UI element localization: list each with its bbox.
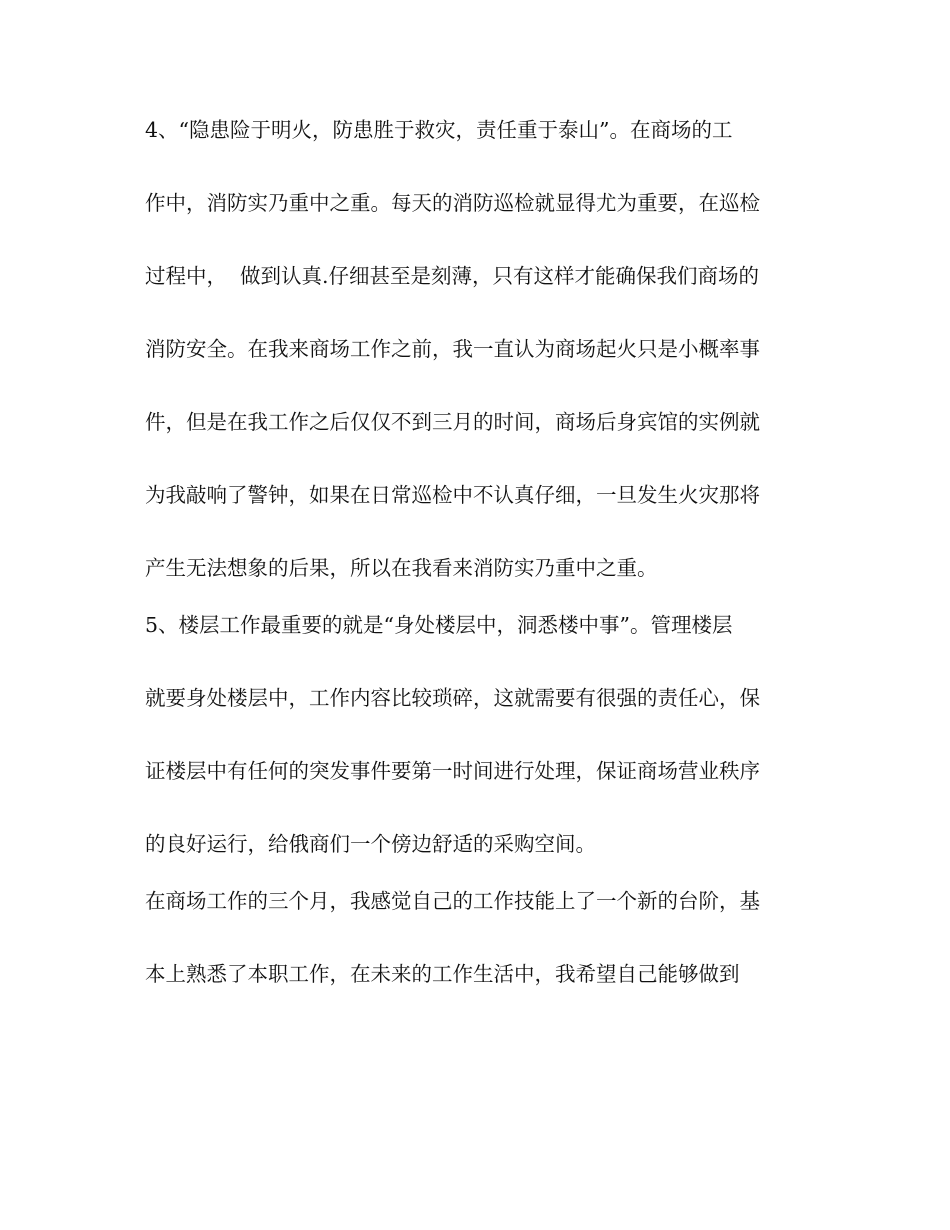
text-line: 消防安全。在我来商场工作之前，我一直认为商场起火只是小概率事 [145,337,760,361]
text-line: 过程中， 做到认真.仔细甚至是刻薄，只有这样才能确保我们商场的 [145,264,760,288]
text-line: 4、“隐患险于明火，防患胜于救灾，责任重于泰山”。在商场的工 [145,118,733,142]
text-line: 件，但是在我工作之后仅仅不到三月的时间，商场后身宾馆的实例就 [145,410,760,434]
text-line: 证楼层中有任何的突发事件要第一时间进行处理，保证商场营业秩序 [145,759,760,783]
text-line: 为我敲响了警钟，如果在日常巡检中不认真仔细，一旦发生火灾那将 [145,483,760,507]
document-body [145,118,805,986]
text-line: 的良好运行，给俄商们一个傍边舒适的采购空间。 [145,832,596,856]
paragraph-4-fire-safety [145,118,805,580]
paragraph-summary [145,889,805,986]
text-line: 作中，消防实乃重中之重。每天的消防巡检就显得尤为重要，在巡检 [145,191,760,215]
paragraph-5-floor-management [145,613,805,856]
text-line: 在商场工作的三个月，我感觉自己的工作技能上了一个新的台阶，基 [145,889,760,913]
text-line: 产生无法想象的后果，所以在我看来消防实乃重中之重。 [145,556,658,580]
text-line: 本上熟悉了本职工作，在未来的工作生活中，我希望自己能够做到 [145,962,740,986]
text-line: 5、楼层工作最重要的就是“身处楼层中，洞悉楼中事”。管理楼层 [145,613,733,637]
text-line: 就要身处楼层中，工作内容比较琐碎，这就需要有很强的责任心，保 [145,686,760,710]
